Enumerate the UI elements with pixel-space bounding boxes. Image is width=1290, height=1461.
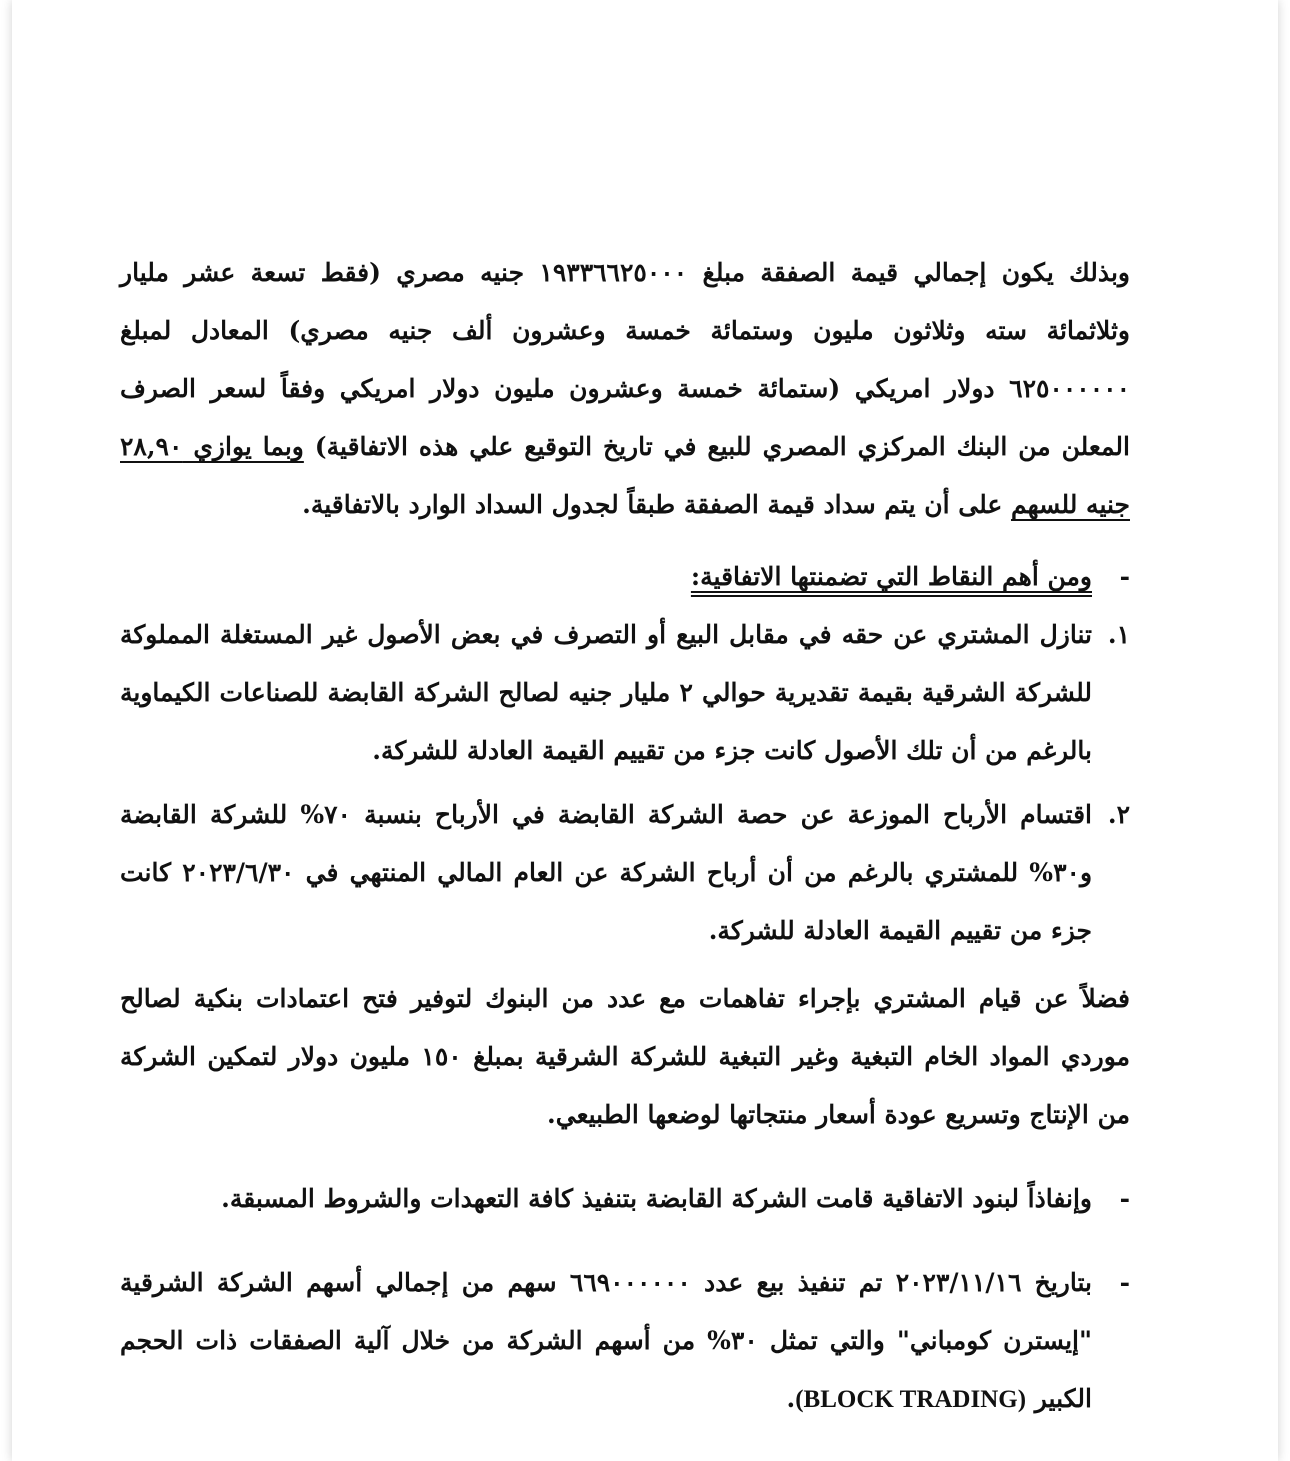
price-per-share: وبما يوازي ٢٨,٩٠ جنيه للسهم — [120, 432, 1130, 519]
execution-paragraph — [120, 1254, 1130, 1429]
implementation-paragraph — [120, 1170, 1130, 1228]
list-item — [120, 786, 1130, 960]
bullet-dash: - — [1119, 1184, 1130, 1213]
implementation-text: وإنفاذاً لبنود الاتفاقية قامت الشركة القابضة بتنفيذ كافة التعهدات والشروط المسبقة. — [221, 1184, 1092, 1213]
block-trading-term: (BLOCK TRADING) — [795, 1386, 1027, 1413]
document-body — [120, 244, 1130, 1429]
intro-paragraph — [120, 244, 1130, 534]
execution-text: بتاريخ ٢٠٢٣/١١/١٦ تم تنفيذ بيع عدد ٦٦٩٠٠٠٠٠٠ سهم من إجمالي أسهم الشركة الشرقية "إيسترن كومباني" والتي تمثل ٣٠% من أسهم الشركة من خلال آلية الصفقات ذات الحجم الكبير — [120, 1268, 1092, 1413]
list-item — [120, 606, 1130, 780]
key-points-heading — [120, 548, 1130, 606]
additional-paragraph: فضلاً عن قيام المشتري بإجراء تفاهمات مع عدد من البنوك لتوفير فتح اعتمادات بنكية لصالح موردي المواد الخام التبغية وغير التبغية للشركة الشرقية بمبلغ ١٥٠ مليون دولار لتمكين الشركة من الإنتاج وتسريع عودة أسعار منتجاتها لوضعها الطبيعي. — [120, 984, 1131, 1129]
intro-text: وبذلك يكون إجمالي قيمة الصفقة مبلغ ١٩٣٣٦٦٢٥٠٠٠ جنيه مصري (فقط تسعة عشر مليار وثلاثمائة سته وثلاثون مليون وستمائة خمسة وعشرون ألف جنيه مصري) المعادل لمبلغ ٦٢٥٠٠٠٠٠٠ دولار امريكي (ستمائة خمسة وعشرون مليون دولار امريكي وفقاً لسعر الصرف المعلن من البنك المركزي المصري للبيع في تاريخ التوقيع علي هذه الاتفاقية) — [120, 258, 1130, 461]
key-points-title: ومن أهم النقاط التي تضمنتها الاتفاقية: — [690, 562, 1092, 591]
execution-end: . — [786, 1384, 796, 1413]
item-number: ١. — [1107, 620, 1130, 649]
item-number: ٢. — [1107, 800, 1130, 829]
item-text: اقتسام الأرباح الموزعة عن حصة الشركة القابضة في الأرباح بنسبة ٧٠% للشركة القابضة و٣٠% للمشتري بالرغم من أن أرباح الشركة عن العام المالي المنتهي في ٢٠٢٣/٦/٣٠ كانت جزء من تقييم القيمة العادلة للشركة. — [120, 800, 1093, 945]
bullet-dash: - — [1119, 562, 1130, 591]
document-page — [12, 0, 1278, 1461]
intro-text-end: على أن يتم سداد قيمة الصفقة طبقاً لجدول السداد الوارد بالاتفاقية. — [302, 490, 1011, 519]
bullet-dash: - — [1119, 1268, 1130, 1297]
key-points-list — [120, 606, 1130, 960]
item-text: تنازل المشتري عن حقه في مقابل البيع أو التصرف في بعض الأصول غير المستغلة المملوكة للشركة الشرقية بقيمة تقديرية حوالي ٢ مليار جنيه لصالح الشركة القابضة للصناعات الكيماوية بالرغم من أن تلك الأصول كانت جزء من تقييم القيمة العادلة للشركة. — [120, 620, 1092, 765]
